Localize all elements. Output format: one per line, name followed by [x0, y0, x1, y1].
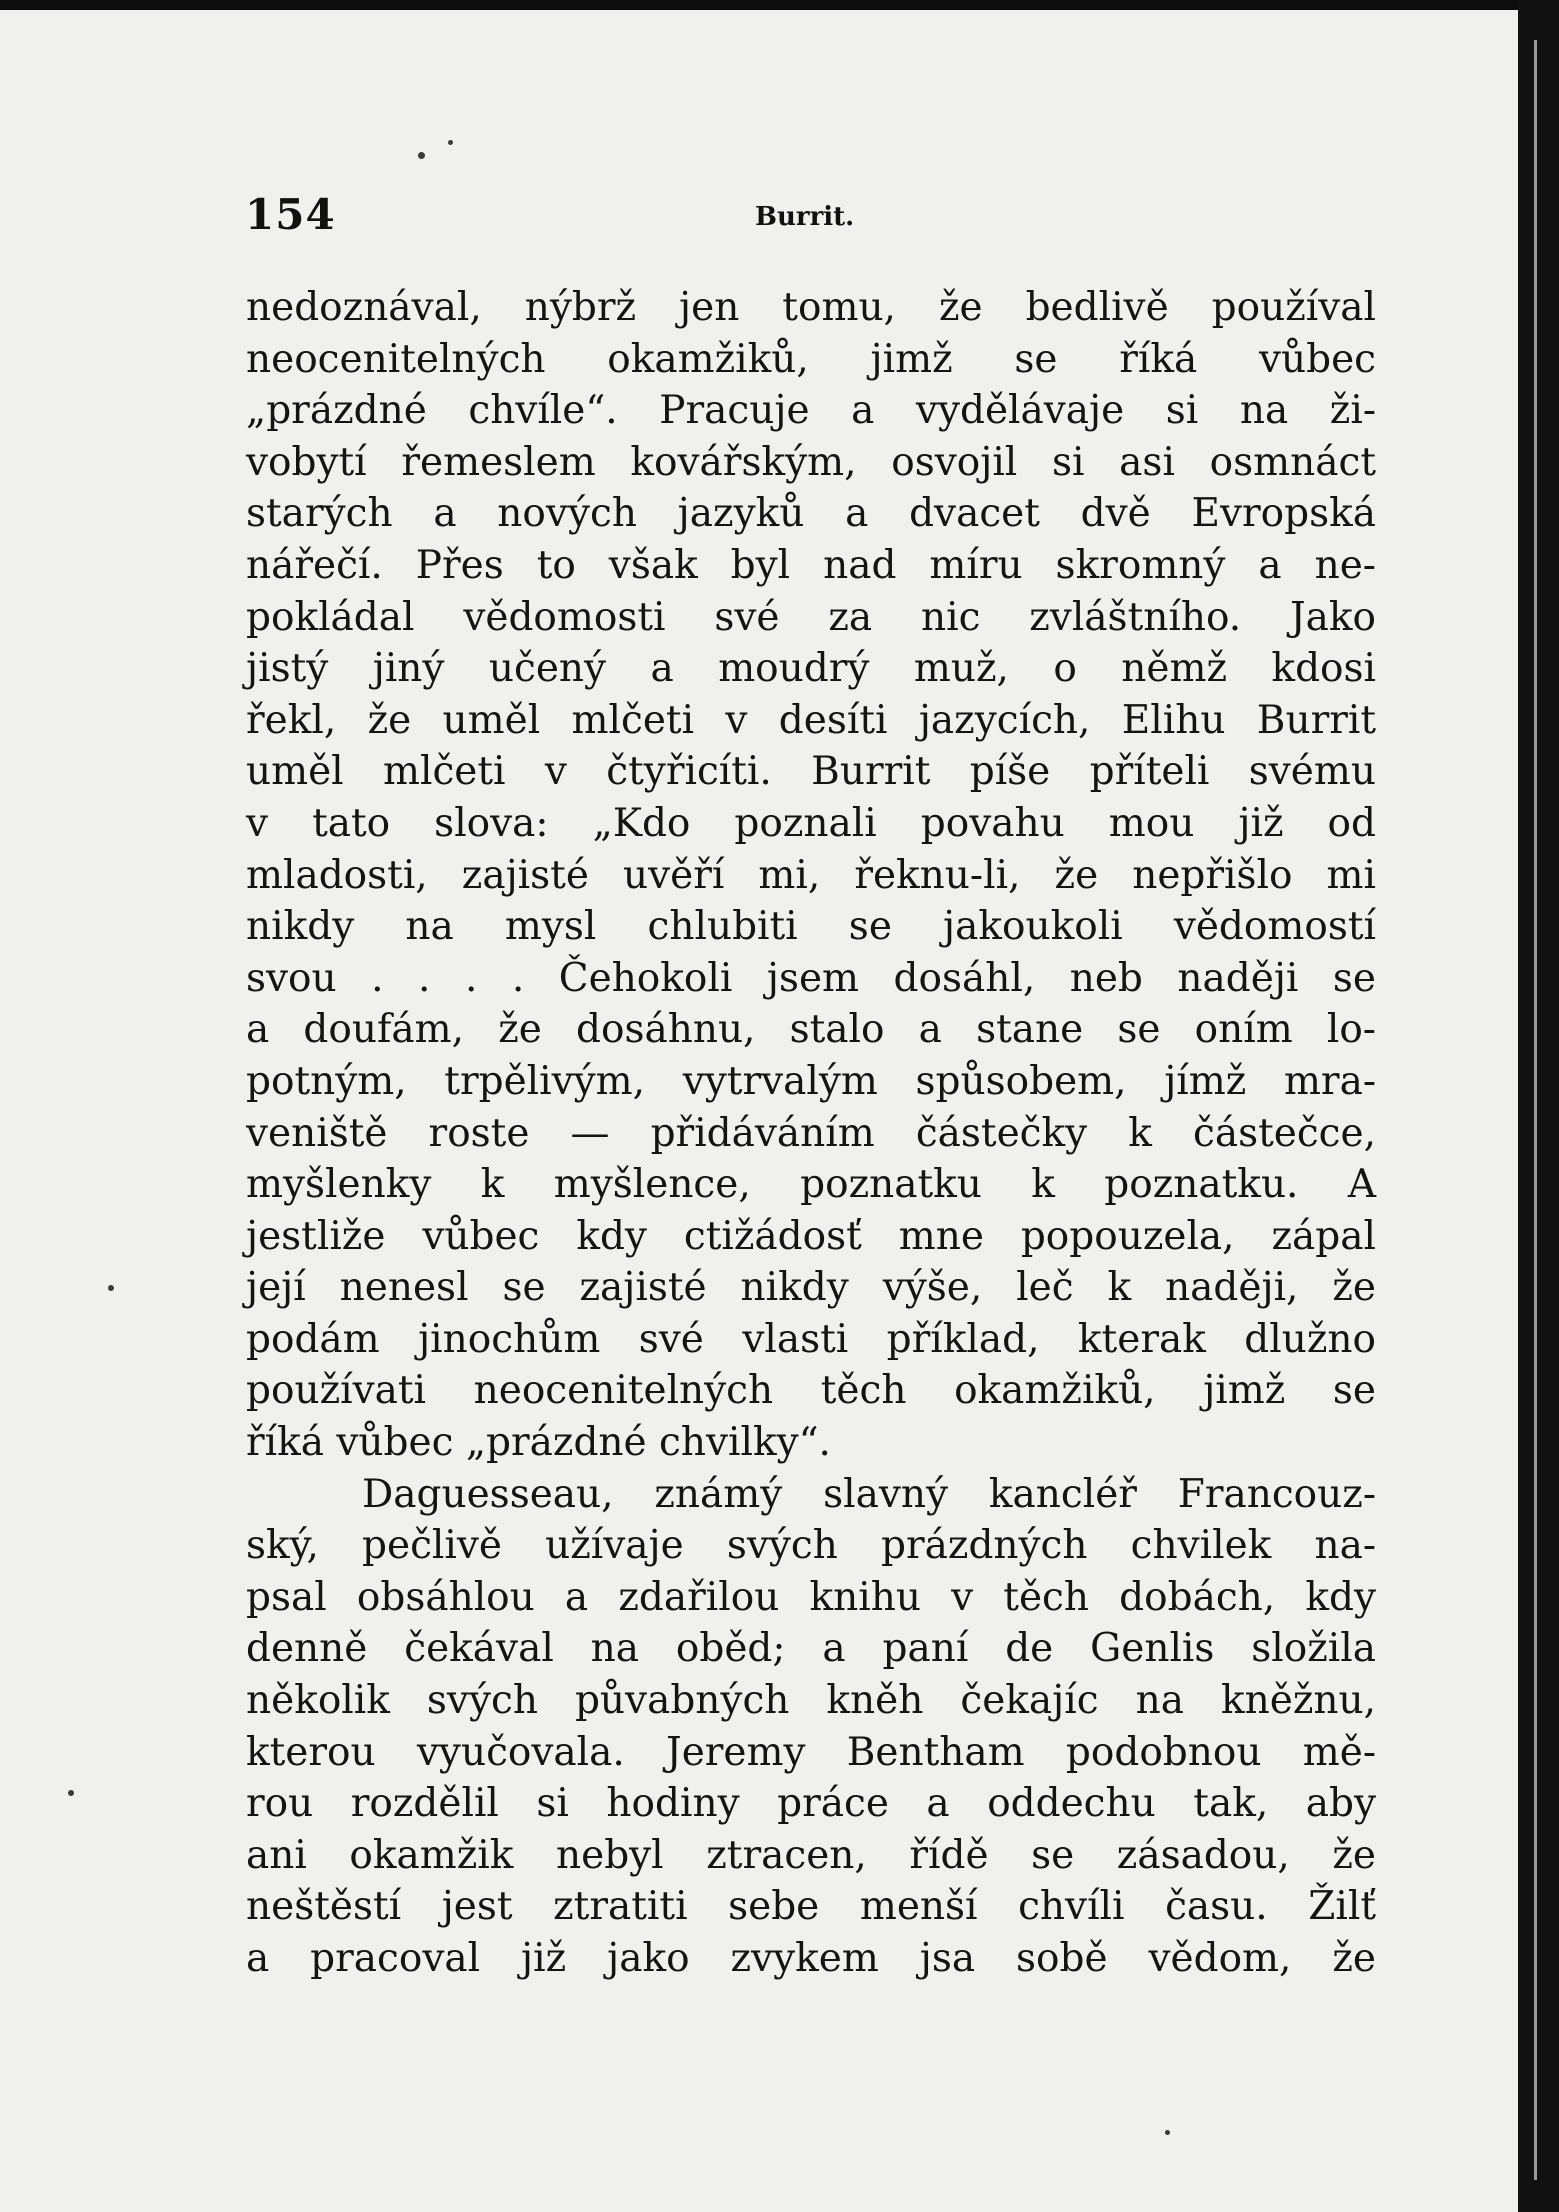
- text-line: myšlenky k myšlence, poznatku k poznatku. A: [246, 1162, 1376, 1208]
- text-line: podám jinochům své vlasti příklad, kterak dlužno: [246, 1316, 1376, 1362]
- page-header: [245, 190, 1375, 250]
- print-speck: [418, 152, 425, 159]
- text-line: psal obsáhlou a zdařilou knihu v těch dobách, kdy: [246, 1574, 1376, 1620]
- text-line: a doufám, že dosáhnu, stalo a stane se oním lo-: [246, 1007, 1376, 1053]
- text-line: jistý jiný učený a moudrý muž, o němž kdosi: [246, 646, 1376, 692]
- paper-sheet: [0, 10, 1518, 2212]
- text-line: říká vůbec „prázdné chvilky“.: [246, 1420, 831, 1466]
- text-line: její nenesl se zajisté nikdy výše, leč k naději, že: [246, 1265, 1376, 1311]
- text-line: a pracoval již jako zvykem jsa sobě vědom, že: [246, 1936, 1376, 1981]
- text-line: uměl mlčeti v čtyřicíti. Burrit píše příteli svému: [246, 749, 1376, 795]
- page-number: 154: [245, 190, 336, 239]
- text-line: ský, pečlivě užívaje svých prázdných chvilek na-: [246, 1523, 1376, 1569]
- text-line: v tato slova: „Kdo poznali povahu mou již od: [246, 800, 1376, 846]
- text-line: neštěstí jest ztratiti sebe menší chvíli času. Žilť: [246, 1884, 1376, 1930]
- text-line: starých a nových jazyků a dvacet dvě Evropská: [246, 491, 1376, 537]
- text-line: nářečí. Přes to však byl nad míru skromný a ne-: [246, 542, 1376, 588]
- paragraph-first-line: Daguesseau, známý slavný kancléř Francouz-: [362, 1471, 1376, 1517]
- text-line: veniště roste — přidáváním částečky k částečce,: [246, 1110, 1376, 1156]
- text-line: používati neocenitelných těch okamžiků, jimž se: [246, 1368, 1376, 1414]
- text-line: pokládal vědomosti své za nic zvláštního. Jako: [246, 594, 1376, 640]
- text-line: jestliže vůbec kdy ctižádosť mne popouzela, zápal: [246, 1213, 1376, 1259]
- text-line: kterou vyučovala. Jeremy Bentham podobnou mě-: [246, 1729, 1376, 1775]
- print-speck: [1165, 2130, 1170, 2135]
- text-line: potným, trpělivým, vytrvalým spůsobem, jímž mra-: [246, 1058, 1376, 1104]
- book-spine-edge: [1518, 0, 1559, 2212]
- text-line: rou rozdělil si hodiny práce a oddechu tak, aby: [246, 1781, 1376, 1827]
- text-line: mladosti, zajisté uvěří mi, řeknu-li, že nepřišlo mi: [246, 852, 1376, 898]
- text-line: nikdy na mysl chlubiti se jakoukoli vědomostí: [246, 904, 1376, 950]
- print-speck: [448, 140, 453, 145]
- text-line: ani okamžik nebyl ztracen, řídě se zásadou, že: [246, 1832, 1376, 1878]
- text-line: vobytí řemeslem kovářským, osvojil si asi osmnáct: [246, 439, 1376, 485]
- print-speck: [68, 1790, 74, 1796]
- text-line: svou . . . . Čehokoli jsem dosáhl, neb naději se: [246, 955, 1376, 1001]
- body-text: [246, 282, 1376, 1985]
- text-line: řekl, že uměl mlčeti v desíti jazycích, Elihu Burrit: [246, 697, 1376, 743]
- text-line: několik svých půvabných kněh čekajíc na kněžnu,: [246, 1678, 1376, 1724]
- spine-highlight: [1534, 40, 1537, 2180]
- print-speck: [108, 1285, 114, 1291]
- text-line: nedoznával, nýbrž jen tomu, že bedlivě používal: [246, 285, 1376, 330]
- text-line: „prázdné chvíle“. Pracuje a vydělávaje si na ži-: [246, 388, 1376, 434]
- running-head: Burrit.: [755, 202, 855, 232]
- text-line: denně čekával na oběd; a paní de Genlis složila: [246, 1626, 1376, 1672]
- text-line: neocenitelných okamžiků, jimž se říká vůbec: [246, 336, 1376, 382]
